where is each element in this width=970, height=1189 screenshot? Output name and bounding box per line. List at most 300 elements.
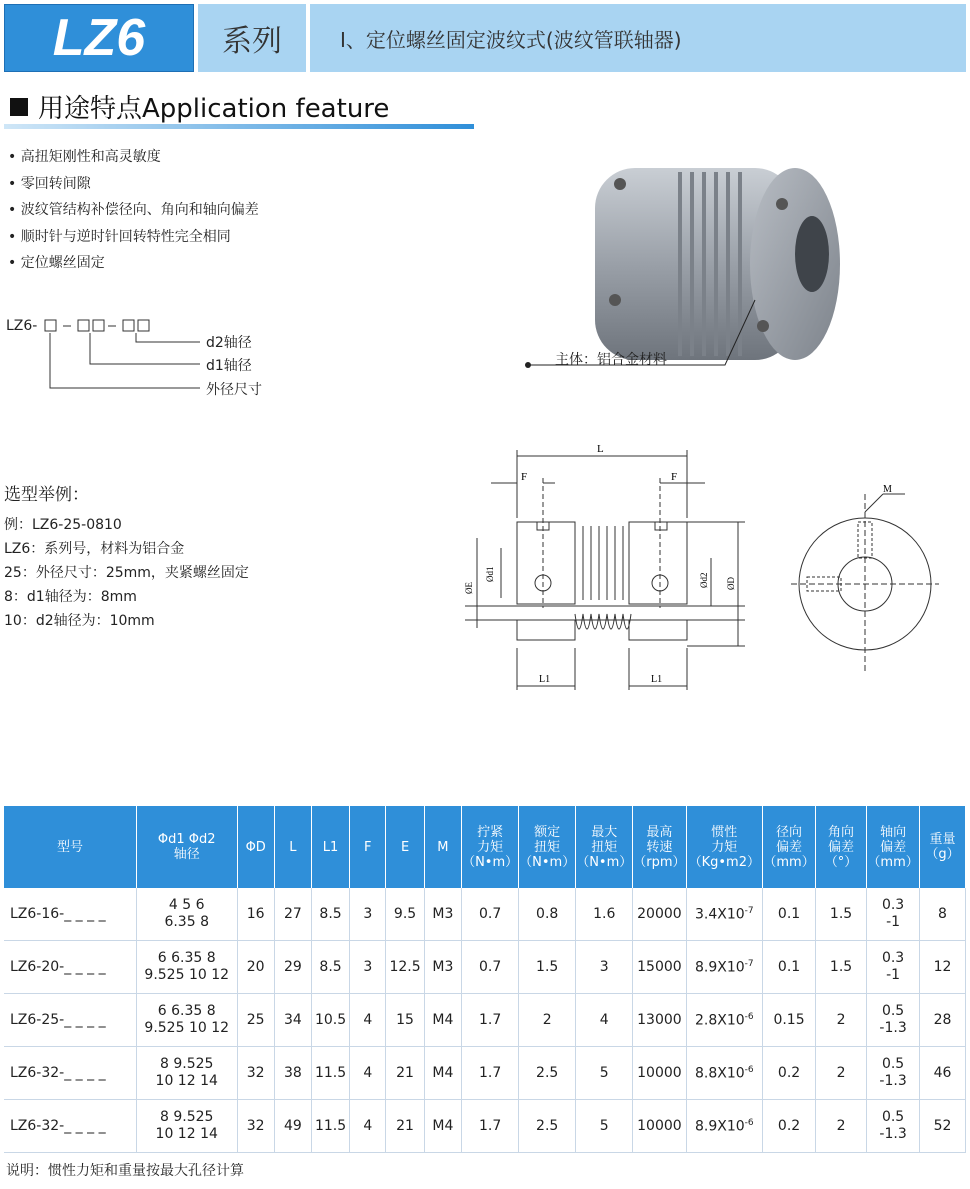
L-cell	[274, 941, 311, 994]
model-text: LZ6-25-_ _ _ _	[10, 1012, 106, 1028]
F-cell	[350, 1047, 386, 1100]
feature-item: • 零回转间隙	[8, 171, 259, 198]
rpm-value: 13000	[637, 1012, 682, 1028]
column-header	[424, 806, 461, 888]
tight-value: 1.7	[478, 1012, 502, 1028]
rpm-cell	[633, 941, 686, 994]
column-header-line: 偏差	[776, 839, 803, 855]
column-header-line: 转速	[646, 839, 673, 855]
rpm-value: 10000	[637, 1065, 682, 1081]
model-text: LZ6-20-_ _ _ _	[10, 959, 106, 975]
model-cell	[4, 888, 136, 941]
axial-cell	[867, 888, 920, 941]
column-header-line: ΦD	[245, 839, 266, 855]
column-header	[633, 806, 686, 888]
E-value: 21	[396, 1065, 414, 1081]
column-header-line: L1	[322, 839, 339, 855]
F-value: 3	[363, 906, 373, 922]
model-text: LZ6-16-_ _ _ _	[10, 906, 106, 922]
M-cell	[424, 888, 461, 941]
column-header-line: L	[289, 839, 297, 855]
F-cell	[350, 994, 386, 1047]
column-header-line: （Kg•m2）	[688, 854, 760, 870]
shaft-cell	[136, 994, 237, 1047]
column-header-line: 型号	[56, 839, 83, 855]
screw-hole-icon	[614, 178, 626, 190]
angular-cell	[816, 941, 867, 994]
dim-L-label: L	[597, 443, 604, 455]
spec-table	[4, 806, 966, 1153]
inertia-base: 8.9X10	[694, 1118, 745, 1135]
tight-cell	[462, 994, 519, 1047]
weight-cell	[920, 888, 966, 941]
rpm-value: 20000	[637, 906, 682, 922]
feature-item: • 顺时针与逆时针回转特性完全相同	[8, 224, 259, 251]
table-row	[4, 1047, 966, 1100]
column-header	[136, 806, 237, 888]
tight-cell	[462, 941, 519, 994]
F-cell	[350, 941, 386, 994]
model-cell	[4, 941, 136, 994]
section-title-text: 用途特点Application feature	[38, 94, 390, 124]
inertia-cell	[686, 888, 763, 941]
column-header-line: E	[400, 839, 410, 855]
max-value: 3	[599, 959, 609, 975]
E-cell	[386, 941, 424, 994]
radial-value: 0.2	[777, 1065, 801, 1081]
shaft-line: 10 12 14	[155, 1073, 218, 1089]
L1-value: 10.5	[314, 1012, 347, 1028]
radial-value: 0.1	[777, 906, 801, 922]
column-header	[311, 806, 349, 888]
inertia-cell	[686, 941, 763, 994]
column-header-line: （N•m）	[519, 854, 576, 870]
example-line: 例：LZ6-25-0810	[4, 517, 122, 533]
max-value: 5	[599, 1065, 609, 1081]
L1-cell	[311, 1047, 349, 1100]
rated-cell	[519, 941, 576, 994]
axial-line: -1.3	[879, 1073, 907, 1089]
M-cell	[424, 1100, 461, 1153]
feature-item: • 波纹管结构补偿径向、角向和轴向偏差	[8, 197, 259, 224]
M-cell	[424, 994, 461, 1047]
inertia-exponent: -6	[744, 1011, 754, 1022]
screw-hole-icon	[757, 320, 769, 332]
axial-line: -1	[886, 967, 901, 983]
coupling-photo	[520, 150, 860, 380]
square-bullet-icon	[10, 98, 28, 116]
L-cell	[274, 994, 311, 1047]
column-header-line: 力矩	[711, 839, 738, 855]
column-header-line: 径向	[776, 824, 803, 840]
D-cell	[237, 1100, 274, 1153]
weight-cell	[920, 994, 966, 1047]
axial-cell	[867, 941, 920, 994]
L-cell	[274, 1047, 311, 1100]
selection-example	[4, 483, 249, 633]
D-cell	[237, 888, 274, 941]
D-value: 20	[246, 959, 265, 975]
leader-dot-icon	[525, 362, 531, 368]
screw-hole-icon	[776, 198, 788, 210]
column-header-line: F	[364, 839, 372, 855]
code-prefix: LZ6-	[6, 318, 38, 334]
radial-cell	[763, 1047, 816, 1100]
column-header-line: 最高	[646, 824, 673, 840]
E-cell	[386, 1100, 424, 1153]
L1-cell	[311, 1100, 349, 1153]
d1-box-2-icon	[93, 320, 104, 331]
d2-label: d2轴径	[206, 335, 252, 351]
hub-right	[629, 522, 687, 604]
rated-value: 0.8	[536, 906, 559, 922]
radial-cell	[763, 888, 816, 941]
max-cell	[576, 941, 633, 994]
angular-cell	[816, 888, 867, 941]
tight-cell	[462, 888, 519, 941]
column-header	[920, 806, 966, 888]
model-text: LZ6	[52, 9, 146, 67]
max-cell	[576, 888, 633, 941]
rated-cell	[519, 1047, 576, 1100]
F-value: 4	[363, 1118, 373, 1134]
inertia-exponent: -7	[744, 958, 754, 969]
angular-cell	[816, 1047, 867, 1100]
example-line: 25：外径尺寸：25mm，夹紧螺丝固定	[4, 565, 249, 581]
example-line: LZ6：系列号，材料为铝合金	[4, 541, 185, 557]
shaft-line: 6 6.35 8	[157, 950, 216, 966]
M-value: M4	[432, 1012, 454, 1028]
column-header-line: 偏差	[828, 839, 855, 855]
column-header-line: 拧紧	[477, 824, 504, 840]
L-value: 38	[283, 1065, 302, 1081]
rated-cell	[519, 994, 576, 1047]
angular-value: 1.5	[829, 959, 853, 975]
radial-value: 0.2	[777, 1118, 801, 1134]
od-box-icon	[45, 320, 56, 331]
shaft-line: 6.35 8	[164, 914, 209, 930]
L-cell	[274, 888, 311, 941]
bore-hole	[795, 216, 829, 292]
L1-value: 11.5	[314, 1065, 347, 1081]
section-underline	[4, 124, 474, 129]
column-header	[4, 806, 136, 888]
dim-d1-label: Ød1	[485, 566, 495, 582]
F-value: 3	[363, 959, 373, 975]
inertia-base: 8.9X10	[694, 959, 745, 976]
shaft-line: 9.525 10 12	[144, 967, 230, 983]
series-text: 系列	[222, 24, 282, 59]
radial-cell	[763, 1100, 816, 1153]
hub-left	[517, 522, 575, 604]
D-value: 25	[246, 1012, 265, 1028]
column-header-line: Φd1 Φd2	[157, 832, 216, 847]
axial-line: 0.5	[881, 1056, 905, 1072]
weight-cell	[920, 1100, 966, 1153]
E-value: 12.5	[389, 959, 421, 975]
inertia-exponent: -7	[744, 905, 754, 916]
F-value: 4	[363, 1012, 373, 1028]
axial-line: -1.3	[879, 1126, 907, 1142]
axial-cell	[867, 1100, 920, 1153]
axial-line: 0.3	[881, 950, 905, 966]
series-model-badge	[4, 4, 194, 72]
table-row	[4, 1100, 966, 1153]
rated-cell	[519, 888, 576, 941]
column-header	[350, 806, 386, 888]
max-cell	[576, 1047, 633, 1100]
weight-value: 52	[933, 1118, 952, 1134]
d1-leader	[90, 333, 200, 364]
description-text: Ⅰ、定位螺丝固定波纹式(波纹管联轴器)	[340, 27, 682, 52]
E-value: 9.5	[393, 906, 417, 922]
column-header	[867, 806, 920, 888]
radial-value: 0.15	[773, 1012, 805, 1028]
dim-L1-label: L1	[651, 674, 663, 685]
column-header-line: 轴径	[173, 847, 200, 862]
column-header	[763, 806, 816, 888]
column-header	[686, 806, 763, 888]
od-label: 外径尺寸	[206, 382, 262, 398]
axial-line: -1	[886, 914, 901, 930]
column-header-line: 扭矩	[534, 839, 561, 855]
d1-box-1-icon	[78, 320, 89, 331]
rpm-cell	[633, 1100, 686, 1153]
table-body	[4, 888, 966, 1153]
column-header-line: （N•m）	[462, 854, 519, 870]
weight-cell	[920, 941, 966, 994]
D-value: 16	[246, 906, 265, 922]
tight-cell	[462, 1100, 519, 1153]
M-value: M3	[432, 959, 454, 975]
dim-d2-label: Ød2	[699, 572, 709, 588]
E-value: 21	[396, 1118, 414, 1134]
rpm-cell	[633, 994, 686, 1047]
max-cell	[576, 994, 633, 1047]
angular-cell	[816, 1100, 867, 1153]
D-value: 32	[246, 1065, 265, 1081]
dim-E-label: ØE	[464, 582, 474, 594]
shaft-line: 6 6.35 8	[157, 1003, 216, 1019]
rpm-cell	[633, 1047, 686, 1100]
rated-value: 2.5	[536, 1065, 559, 1081]
rated-cell	[519, 1100, 576, 1153]
inertia-exponent: -6	[744, 1117, 754, 1128]
example-line: 8：d1轴径为：8mm	[4, 589, 137, 605]
axial-line: 0.3	[881, 897, 905, 913]
axial-cell	[867, 994, 920, 1047]
od-leader	[50, 333, 200, 388]
L-value: 27	[283, 906, 302, 922]
series-label	[198, 4, 306, 72]
M-value: M4	[432, 1065, 454, 1081]
M-value: M4	[432, 1118, 454, 1134]
radial-value: 0.1	[777, 959, 801, 975]
rpm-cell	[633, 888, 686, 941]
column-header	[386, 806, 424, 888]
max-value: 1.6	[593, 906, 616, 922]
column-header-line: 重量	[929, 832, 956, 847]
column-header-line: 力矩	[477, 839, 504, 855]
bellows-section	[575, 614, 631, 629]
column-header-line: 扭矩	[591, 839, 618, 855]
weight-value: 12	[933, 959, 952, 975]
example-line: 10：d2轴径为：10mm	[4, 613, 155, 629]
shaft-cell	[136, 1100, 237, 1153]
D-cell	[237, 1047, 274, 1100]
column-header-line: 惯性	[711, 824, 738, 840]
photo-caption: 主体：铝合金材料	[555, 352, 667, 368]
d2-box-1-icon	[123, 320, 134, 331]
M-cell	[424, 1047, 461, 1100]
L-value: 49	[283, 1118, 302, 1134]
E-cell	[386, 888, 424, 941]
column-header-line: （mm）	[763, 854, 815, 870]
inertia-cell	[686, 1047, 763, 1100]
tight-value: 0.7	[478, 906, 502, 922]
column-header-line: （mm）	[867, 854, 919, 870]
dim-F-label: F	[521, 471, 528, 483]
rpm-value: 15000	[637, 959, 682, 975]
weight-value: 46	[933, 1065, 952, 1081]
axial-line: 0.5	[881, 1109, 905, 1125]
weight-value: 8	[938, 906, 947, 922]
weight-value: 28	[933, 1012, 952, 1028]
shaft-line: 10 12 14	[155, 1126, 218, 1142]
table-header-row	[4, 806, 966, 888]
D-cell	[237, 941, 274, 994]
column-header-line: 轴向	[880, 824, 907, 840]
column-header	[519, 806, 576, 888]
column-header-line: （°）	[824, 854, 858, 870]
shaft-line: 4 5 6	[168, 897, 205, 913]
column-header	[274, 806, 311, 888]
F-cell	[350, 1100, 386, 1153]
max-value: 5	[599, 1118, 609, 1134]
example-title: 选型举例：	[4, 485, 89, 505]
table-row	[4, 994, 966, 1047]
L1-cell	[311, 941, 349, 994]
column-header-line: （rpm）	[633, 854, 686, 870]
E-value: 15	[396, 1012, 414, 1028]
feature-list	[8, 144, 259, 277]
table-row	[4, 941, 966, 994]
inertia-base: 8.8X10	[694, 1065, 745, 1082]
column-header-line: 偏差	[880, 839, 907, 855]
shaft-line: 8 9.525	[160, 1109, 214, 1125]
E-cell	[386, 1047, 424, 1100]
rated-value: 2.5	[536, 1118, 559, 1134]
shaft-cell	[136, 1047, 237, 1100]
angular-value: 2	[836, 1118, 846, 1134]
F-cell	[350, 888, 386, 941]
tight-value: 0.7	[478, 959, 502, 975]
column-header-line: （N•m）	[576, 854, 633, 870]
column-header-line: （g）	[925, 847, 960, 862]
inertia-exponent: -6	[744, 1064, 754, 1075]
table-row	[4, 888, 966, 941]
angular-value: 1.5	[829, 906, 853, 922]
model-cell	[4, 1047, 136, 1100]
dim-M-label: M	[883, 484, 892, 495]
dim-L1-label: L1	[539, 674, 551, 685]
screw-hole-icon	[609, 294, 621, 306]
M-value: M3	[432, 906, 454, 922]
L1-cell	[311, 888, 349, 941]
F-value: 4	[363, 1065, 373, 1081]
shaft-cell	[136, 941, 237, 994]
L1-value: 11.5	[314, 1118, 347, 1134]
d2-box-2-icon	[138, 320, 149, 331]
D-cell	[237, 994, 274, 1047]
feature-item: • 高扭矩刚性和高灵敏度	[8, 144, 259, 171]
column-header	[237, 806, 274, 888]
max-cell	[576, 1100, 633, 1153]
column-header-line: 角向	[828, 824, 855, 840]
shaft-cell	[136, 888, 237, 941]
column-header	[576, 806, 633, 888]
L1-value: 8.5	[319, 959, 342, 975]
model-text: LZ6-32-_ _ _ _	[10, 1118, 106, 1134]
footnote: 说明：惯性力矩和重量按最大孔径计算	[6, 1163, 244, 1179]
inertia-cell	[686, 1100, 763, 1153]
rpm-value: 10000	[637, 1118, 682, 1134]
tight-cell	[462, 1047, 519, 1100]
angular-value: 2	[836, 1012, 846, 1028]
rated-value: 2	[542, 1012, 552, 1028]
weight-cell	[920, 1047, 966, 1100]
angular-value: 2	[836, 1065, 846, 1081]
column-header	[462, 806, 519, 888]
tight-value: 1.7	[478, 1065, 502, 1081]
L1-value: 8.5	[319, 906, 342, 922]
E-cell	[386, 994, 424, 1047]
technical-drawing	[455, 438, 970, 700]
L-cell	[274, 1100, 311, 1153]
inertia-base: 2.8X10	[694, 1012, 745, 1029]
inertia-cell	[686, 994, 763, 1047]
L-value: 34	[283, 1012, 302, 1028]
axial-line: 0.5	[881, 1003, 905, 1019]
section-title	[10, 88, 389, 125]
d2-leader	[136, 333, 200, 342]
radial-cell	[763, 941, 816, 994]
axial-line: -1.3	[879, 1020, 907, 1036]
model-text: LZ6-32-_ _ _ _	[10, 1065, 106, 1081]
column-header-line: M	[437, 839, 449, 855]
radial-cell	[763, 994, 816, 1047]
shaft-line: 8 9.525	[160, 1056, 214, 1072]
series-description	[310, 4, 966, 72]
L-value: 29	[283, 959, 302, 975]
tight-value: 1.7	[478, 1118, 502, 1134]
column-header	[816, 806, 867, 888]
model-cell	[4, 1100, 136, 1153]
rated-value: 1.5	[536, 959, 559, 975]
dim-F-label: F	[671, 471, 678, 483]
inertia-base: 3.4X10	[694, 906, 745, 923]
angular-cell	[816, 994, 867, 1047]
bellows-top	[575, 526, 623, 600]
dim-D-label: ØD	[726, 577, 736, 590]
d1-label: d1轴径	[206, 358, 252, 374]
M-cell	[424, 941, 461, 994]
column-header-line: 额定	[534, 824, 561, 840]
shaft-line: 9.525 10 12	[144, 1020, 230, 1036]
axial-cell	[867, 1047, 920, 1100]
L1-cell	[311, 994, 349, 1047]
model-cell	[4, 994, 136, 1047]
